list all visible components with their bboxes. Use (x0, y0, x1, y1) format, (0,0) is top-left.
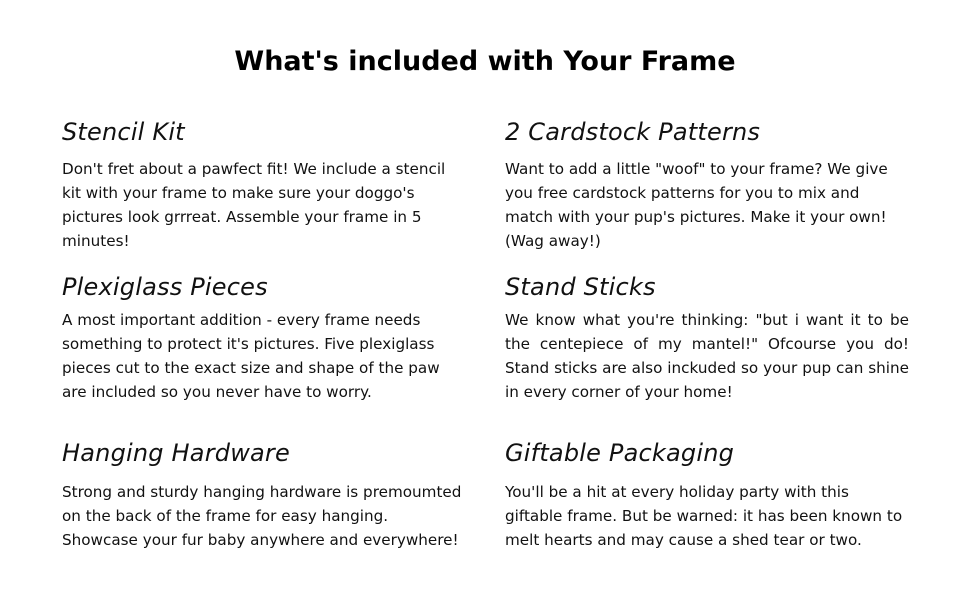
feature-plexiglass-pieces (62, 272, 466, 404)
feature-title: Giftable Packaging (505, 439, 735, 467)
feature-giftable-packaging (505, 438, 909, 552)
feature-description: A most important addition - every frame needs something to protect it's pictures. Five plexiglass pieces cut to the exact size and shape of the paw are included so you never have to worry. (62, 311, 440, 401)
feature-description: Want to add a little "woof" to your frame? We give you free cardstock patterns for you to mix and match with your pup's pictures. Make it your own! (Wag away!) (505, 160, 888, 250)
page-title: What's included with Your Frame (234, 46, 736, 77)
feature-description: We know what you're thinking: "but i want it to be the centepiece of my mantel!" Ofcourse you do! Stand sticks are also inckuded so your pup can shine in every corner of your home! (505, 311, 909, 401)
feature-description: Don't fret about a pawfect fit! We include a stencil kit with your frame to make sure your doggo's pictures look grrreat. Assemble your frame in 5 minutes! (62, 160, 446, 250)
feature-cardstock-patterns (505, 117, 909, 253)
feature-title: Stand Sticks (505, 273, 656, 301)
feature-title: Stencil Kit (62, 118, 185, 146)
feature-description: You'll be a hit at every holiday party with this giftable frame. But be warned: it has been known to melt hearts and may cause a shed tear or two. (505, 483, 903, 549)
feature-title: 2 Cardstock Patterns (505, 118, 761, 146)
feature-title: Plexiglass Pieces (62, 273, 268, 301)
feature-stand-sticks (505, 272, 909, 404)
feature-title: Hanging Hardware (62, 439, 290, 467)
feature-stencil-kit (62, 117, 466, 253)
feature-hanging-hardware (62, 438, 466, 552)
feature-description: Strong and sturdy hanging hardware is premoumted on the back of the frame for easy hanging. Showcase your fur baby anywhere and everywhere! (62, 483, 462, 549)
